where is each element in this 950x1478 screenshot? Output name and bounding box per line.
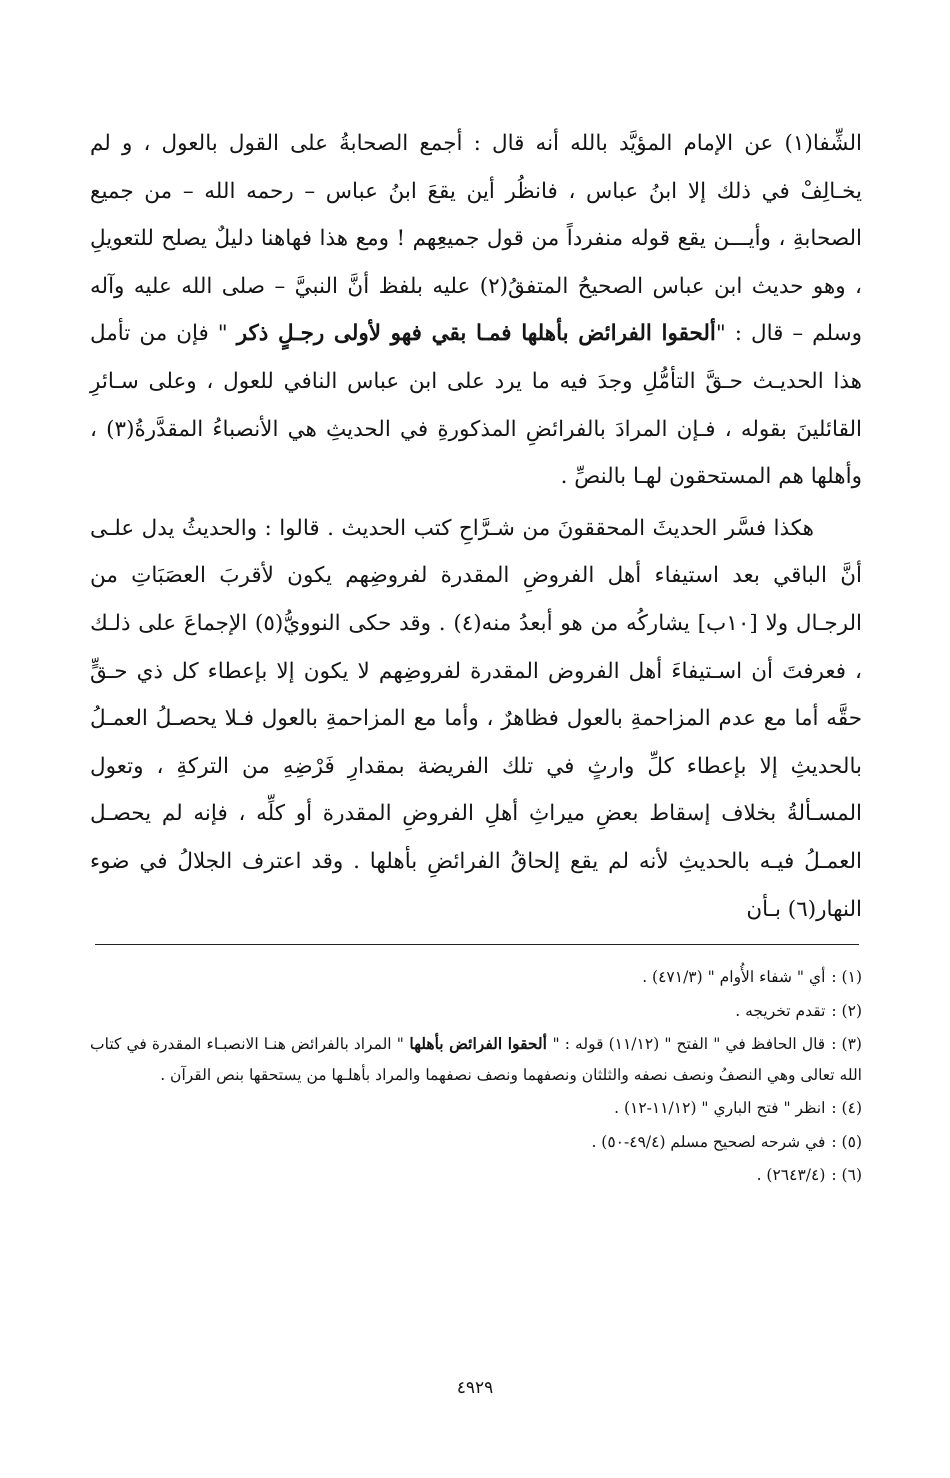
footnote-number: (٤) : bbox=[831, 1099, 862, 1117]
footnote-number: (٦) : bbox=[831, 1166, 862, 1184]
page-number: ٤٩٢٩ bbox=[456, 1378, 494, 1398]
footnote-1 bbox=[90, 962, 862, 993]
footnote-text-a: قال الحافظ في " الفتح " (١١/١٢) قوله : " bbox=[552, 1035, 826, 1053]
footnote-5 bbox=[90, 1127, 862, 1158]
main-text bbox=[90, 120, 862, 933]
footnote-divider bbox=[95, 944, 859, 945]
footnote-4 bbox=[90, 1093, 862, 1124]
footnote-3 bbox=[90, 1029, 862, 1090]
footnote-text: في شرحه لصحيح مسلم (٤٩/٤-٥٠) . bbox=[591, 1132, 826, 1151]
footnote-text: انظر " فتح الباري " (١١/١٢-١٢) . bbox=[614, 1099, 826, 1117]
paragraph-1-text-a: الشِّفا(١) عن الإمام المؤيَّد بالله أنه قال : أجمع الصحابةُ على القول بالعول ، و لم يخـالِفْ في ذلك إلا ابنُ عباس ، فانظُر أين يقعَ ابنُ عباس – رحمه الله – من جميع الصحابةِ ، وأيـــن يقع قوله منفرداً من قول جميعِهم ! ومع هذا فهاهنا دليلٌ يصلح للتعويلِ ، وهو حديث ابن عباس الصحيحُ المتفقُ(٢) عليه بلفظ أنَّ النبيَّ – صلى الله عليه وآله وسلم – قال : " bbox=[90, 131, 862, 347]
footnote-number: (٢) : bbox=[831, 1001, 862, 1020]
paragraph-2: هكذا فسَّر الحديثَ المحققونَ من شـرَّاحِ كتب الحديث . قالوا : والحديثُ يدل علـى أنَّ الباقي بعد استيفاء أهل الفروضِ المقدرة لفروضِهم يكون لأقربَ العصَبَاتِ من الرجـال ولا [١٠ب] يشاركُه من هو أبعدُ منه(٤) . وقد حكى النوويُّ(٥) الإجماعَ على ذلـك ، فعرفتَ أن اسـتيفاءَ أهل الفروض المقدرة لفروضِهم لا يكون إلا بإعطاء كل ذي حـقٍّ حقَّه أما مع عدم المزاحمةِ بالعول فظاهرٌ ، وأما مع المزاحمةِ بالعول فـلا يحصـلُ العمـلُ بالحديثِ إلا بإعطاء كلِّ وارثٍ في تلك الفريضة بمقدارِ فَرْضِهِ من التركةِ ، وتعول المسـألةُ بخلاف إسقاط بعضِ ميراثِ أهلِ الفروضِ المقدرة أو كلِّه ، فإنه لم يحصـل العمـلُ فيـه بالحديثِ لأنه لم يقع إلحاقُ الفرائضِ بأهلها . وقد اعترف الجلالُ في ضوء النهار(٦) بـأن bbox=[90, 515, 862, 922]
footnote-number: (٣) : bbox=[831, 1035, 862, 1053]
footnote-number: (٥) : bbox=[831, 1132, 862, 1151]
footnote-2 bbox=[90, 996, 862, 1027]
footnote-text-b: " المراد بالفرائض هنـا الانصبـاء المقدرة في كتاب الله تعالى وهي النصفُ ونصف نصفه والثلثان ونصفهما ونصف نصفهما والمراد بأهلـها من يستحقها بنص القرآن . bbox=[90, 1035, 862, 1084]
footnote-text: تقدم تخريجه . bbox=[735, 1001, 826, 1020]
paragraph-1-text-b: " فإن من تأمل هذا الحديـث حـقَّ التأمُّلِ وجدَ فيه ما يرد على ابن عباس النافي للعول ، وعلى سـائرِ القائلينَ بقوله ، فـإن المرادَ بالفرائضِ المذكورةِ في الحديثِ هي الأنصباءُ المقدَّرةُ(٣) ، وأهلها هم المستحقون لهـا بالنصِّ . bbox=[90, 321, 862, 490]
paragraph-1 bbox=[90, 120, 862, 501]
footnotes bbox=[90, 962, 862, 1194]
hadith-quote: ألحقوا الفرائض بأهلها فمـا بقي فهو لأولى رجـلٍ ذكر bbox=[236, 321, 716, 347]
footnote-quote: ألحقوا الفرائض بأهلها bbox=[403, 1034, 553, 1053]
footnote-text: أي " شفاء الأُوام " (٤٧١/٣) . bbox=[642, 968, 826, 986]
footnote-6 bbox=[90, 1160, 862, 1191]
footnote-number: (١) : bbox=[831, 968, 862, 986]
footnote-text: (٢٦٤٣/٤) . bbox=[756, 1166, 826, 1184]
